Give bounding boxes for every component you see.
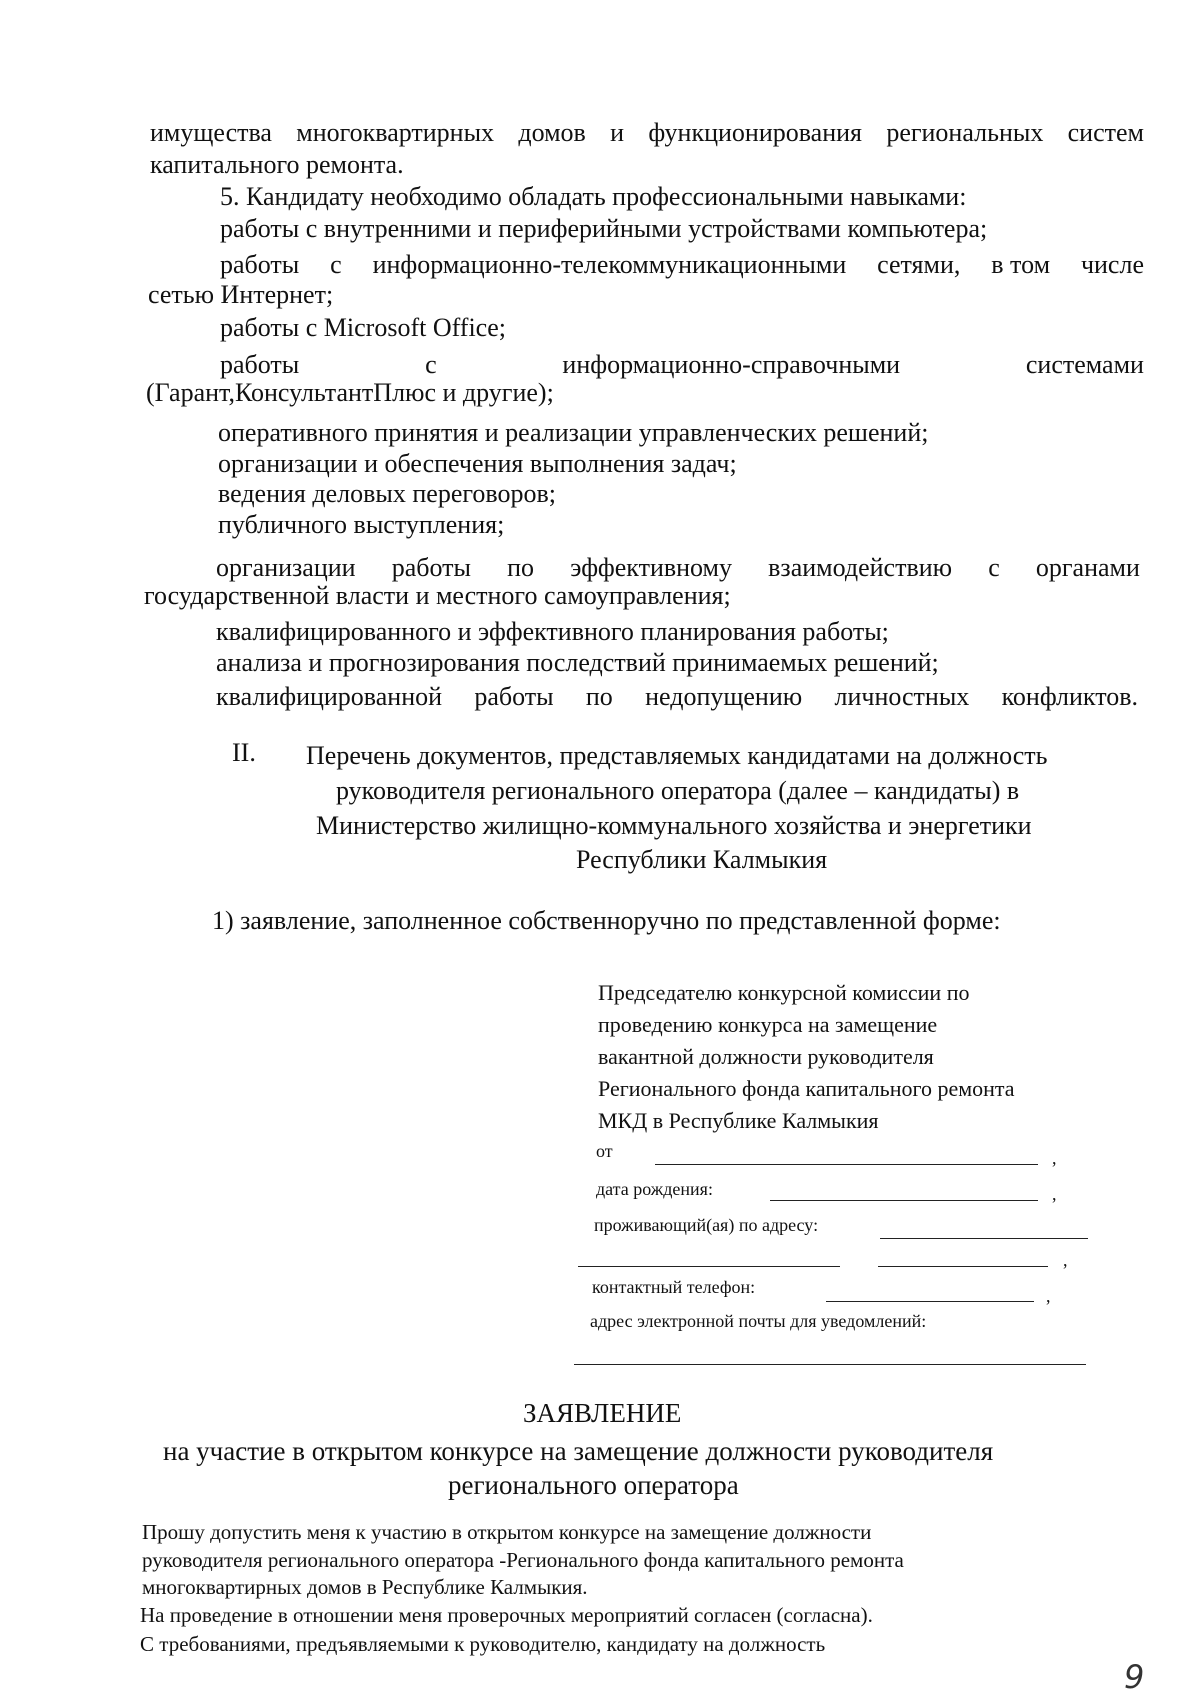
addressee-line: Регионального фонда капитального ремонта — [598, 1076, 1015, 1101]
skill-item: работы с внутренними и периферийными устройствами компьютера; — [220, 214, 988, 243]
statement-line: Прошу допустить меня к участию в открытом конкурсе на замещение должности — [142, 1520, 872, 1544]
section-heading-line: Министерство жилищно-коммунального хозяйства и энергетики — [316, 811, 1032, 840]
address-field[interactable] — [880, 1238, 1088, 1239]
statement-line: С требованиями, предъявляемыми к руководителю, кандидату на должность — [140, 1632, 826, 1656]
section-heading-line: Республики Калмыкия — [576, 845, 828, 874]
comma: , — [1052, 1148, 1057, 1168]
paragraph-line: имущества многоквартирных домов и функционирования региональных систем — [150, 118, 1144, 147]
address-field-2[interactable] — [578, 1266, 840, 1267]
phone-field[interactable] — [826, 1301, 1034, 1302]
section-heading-line: Перечень документов, представляемых кандидатами на должность — [306, 741, 1048, 770]
section-5-heading: 5. Кандидату необходимо обладать профессиональными навыками: — [220, 182, 967, 211]
skill-item: работы с Microsoft Office; — [220, 313, 506, 342]
skill-item: ведения деловых переговоров; — [218, 479, 556, 508]
section-heading-line: руководителя регионального оператора (далее – кандидаты) в — [336, 776, 1020, 805]
skill-item: квалифицированной работы по недопущению личностных конфликтов. — [216, 682, 1138, 711]
comma: , — [1052, 1184, 1057, 1204]
phone-label: контактный телефон: — [592, 1277, 756, 1297]
skill-item: оперативного принятия и реализации управленческих решений; — [218, 418, 929, 447]
statement-subtitle: регионального оператора — [448, 1470, 739, 1500]
addressee-line: вакантной должности руководителя — [598, 1044, 934, 1069]
skill-item: работы с информационно-телекоммуникационными сетями, в том числе — [220, 250, 1144, 279]
skill-item: анализа и прогнозирования последствий принимаемых решений; — [216, 648, 939, 677]
skill-item: публичного выступления; — [218, 510, 505, 539]
skill-item: работы с информационно-справочными системами — [220, 350, 1144, 379]
addressee-line: проведению конкурса на замещение — [598, 1012, 938, 1037]
statement-line: многоквартирных домов в Республике Калмыкия. — [142, 1575, 588, 1599]
statement-line: На проведение в отношении меня проверочных мероприятий согласен (согласна). — [140, 1603, 873, 1627]
paragraph-line: капитального ремонта. — [150, 150, 404, 179]
skill-item: организации работы по эффективному взаимодействию с органами — [216, 553, 1140, 582]
birthdate-label: дата рождения: — [596, 1179, 713, 1199]
from-field[interactable] — [655, 1164, 1038, 1165]
statement-line: руководителя регионального оператора -Регионального фонда капитального ремонта — [142, 1548, 904, 1572]
from-label: от — [596, 1141, 613, 1161]
address-label: проживающий(ая) по адресу: — [594, 1215, 819, 1235]
skill-item: организации и обеспечения выполнения задач; — [218, 449, 737, 478]
list-item: 1) заявление, заполненное собственноручно по представленной форме: — [212, 906, 1001, 935]
page-number: 9 — [1124, 1658, 1145, 1696]
statement-subtitle: на участие в открытом конкурсе на замещение должности руководителя — [163, 1436, 994, 1466]
addressee-line: Председателю конкурсной комиссии по — [598, 980, 970, 1005]
skill-item-cont: государственной власти и местного самоуправления; — [144, 581, 731, 610]
email-field[interactable] — [574, 1364, 1086, 1365]
skill-item: квалифицированного и эффективного планирования работы; — [216, 617, 889, 646]
skill-item-cont: сетью Интернет; — [148, 280, 334, 309]
comma: , — [1046, 1286, 1051, 1306]
statement-title: ЗАЯВЛЕНИЕ — [523, 1398, 682, 1428]
skill-item-cont: (Гарант,КонсультантПлюс и другие); — [146, 378, 554, 407]
comma: , — [1063, 1250, 1068, 1270]
birthdate-field[interactable] — [770, 1200, 1038, 1201]
addressee-line: МКД в Республике Калмыкия — [598, 1108, 879, 1133]
section-number: II. — [232, 738, 256, 767]
address-field-3[interactable] — [878, 1266, 1048, 1267]
email-label: адрес электронной почты для уведомлений: — [590, 1311, 927, 1331]
